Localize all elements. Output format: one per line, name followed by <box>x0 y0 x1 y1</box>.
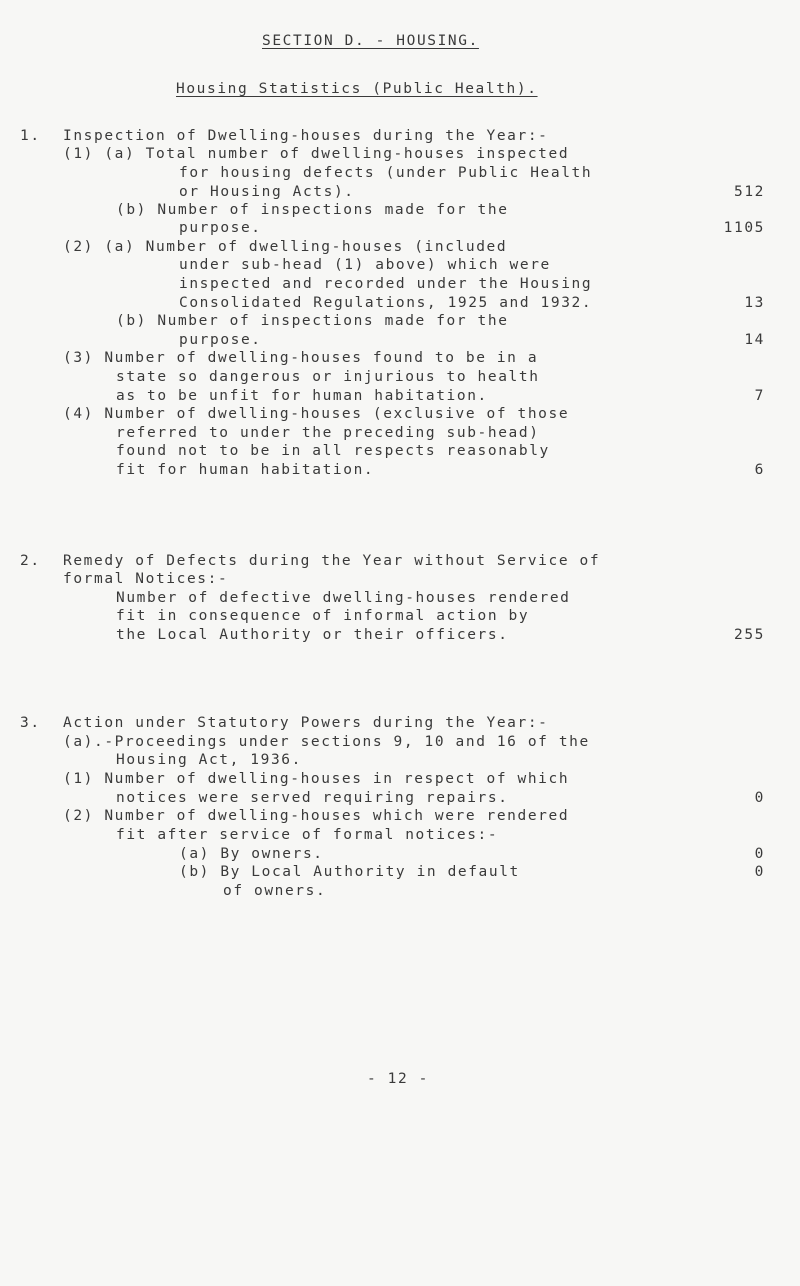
item-value: 7 <box>754 388 765 404</box>
item-text: (1) Number of dwelling-houses in respect of which <box>63 771 570 787</box>
section-heading: SECTION D. - HOUSING. <box>262 33 479 49</box>
section-number: 1. <box>20 128 41 144</box>
item-text: (b) Number of inspections made for the <box>116 202 509 218</box>
section-title: Inspection of Dwelling-houses during the Year:- <box>63 128 549 144</box>
page-number: - 12 - <box>367 1071 429 1087</box>
item-value: 0 <box>754 846 765 862</box>
item-text: purpose. <box>179 220 262 236</box>
item-text: notices were served requiring repairs. <box>116 790 509 806</box>
item-text: referred to under the preceding sub-head) <box>116 425 540 441</box>
item-text: (2) (a) Number of dwelling-houses (included <box>63 239 508 255</box>
item-value: 14 <box>744 332 765 348</box>
item-text: under sub-head (1) above) which were <box>179 257 551 273</box>
section-number: 3. <box>20 715 41 731</box>
item-text: (2) Number of dwelling-houses which were rendered <box>63 808 570 824</box>
item-text: (1) (a) Total number of dwelling-houses inspected <box>63 146 570 162</box>
item-text: of owners. <box>223 883 327 899</box>
item-text: Consolidated Regulations, 1925 and 1932. <box>179 295 593 311</box>
item-text: (a).-Proceedings under sections 9, 10 and 16 of the <box>63 734 590 750</box>
page-subtitle: Housing Statistics (Public Health). <box>176 81 538 97</box>
section-number: 2. <box>20 553 41 569</box>
item-text: Number of defective dwelling-houses rendered <box>116 590 571 606</box>
item-text: (4) Number of dwelling-houses (exclusive of those <box>63 406 570 422</box>
item-text: for housing defects (under Public Health <box>179 165 593 181</box>
item-value: 0 <box>754 790 765 806</box>
item-value: 512 <box>734 184 765 200</box>
item-text: purpose. <box>179 332 262 348</box>
item-value: 1105 <box>723 220 765 236</box>
item-text: found not to be in all respects reasonably <box>116 443 550 459</box>
item-value: 6 <box>754 462 765 478</box>
item-value: 255 <box>734 627 765 643</box>
item-text: (a) By owners. <box>179 846 324 862</box>
item-text: (3) Number of dwelling-houses found to be in a <box>63 350 539 366</box>
item-text: fit after service of formal notices:- <box>116 827 499 843</box>
item-value: 0 <box>754 864 765 880</box>
item-text: fit in consequence of informal action by <box>116 608 530 624</box>
item-text: Housing Act, 1936. <box>116 752 302 768</box>
item-text: (b) Number of inspections made for the <box>116 313 509 329</box>
section-title: Remedy of Defects during the Year without Service of <box>63 553 601 569</box>
item-text: formal Notices:- <box>63 571 229 587</box>
section-title: Action under Statutory Powers during the Year:- <box>63 715 549 731</box>
item-text: or Housing Acts). <box>179 184 355 200</box>
item-text: as to be unfit for human habitation. <box>116 388 488 404</box>
item-value: 13 <box>744 295 765 311</box>
item-text: the Local Authority or their officers. <box>116 627 509 643</box>
item-text: state so dangerous or injurious to health <box>116 369 540 385</box>
item-text: fit for human habitation. <box>116 462 375 478</box>
item-text: inspected and recorded under the Housing <box>179 276 593 292</box>
item-text: (b) By Local Authority in default <box>179 864 520 880</box>
